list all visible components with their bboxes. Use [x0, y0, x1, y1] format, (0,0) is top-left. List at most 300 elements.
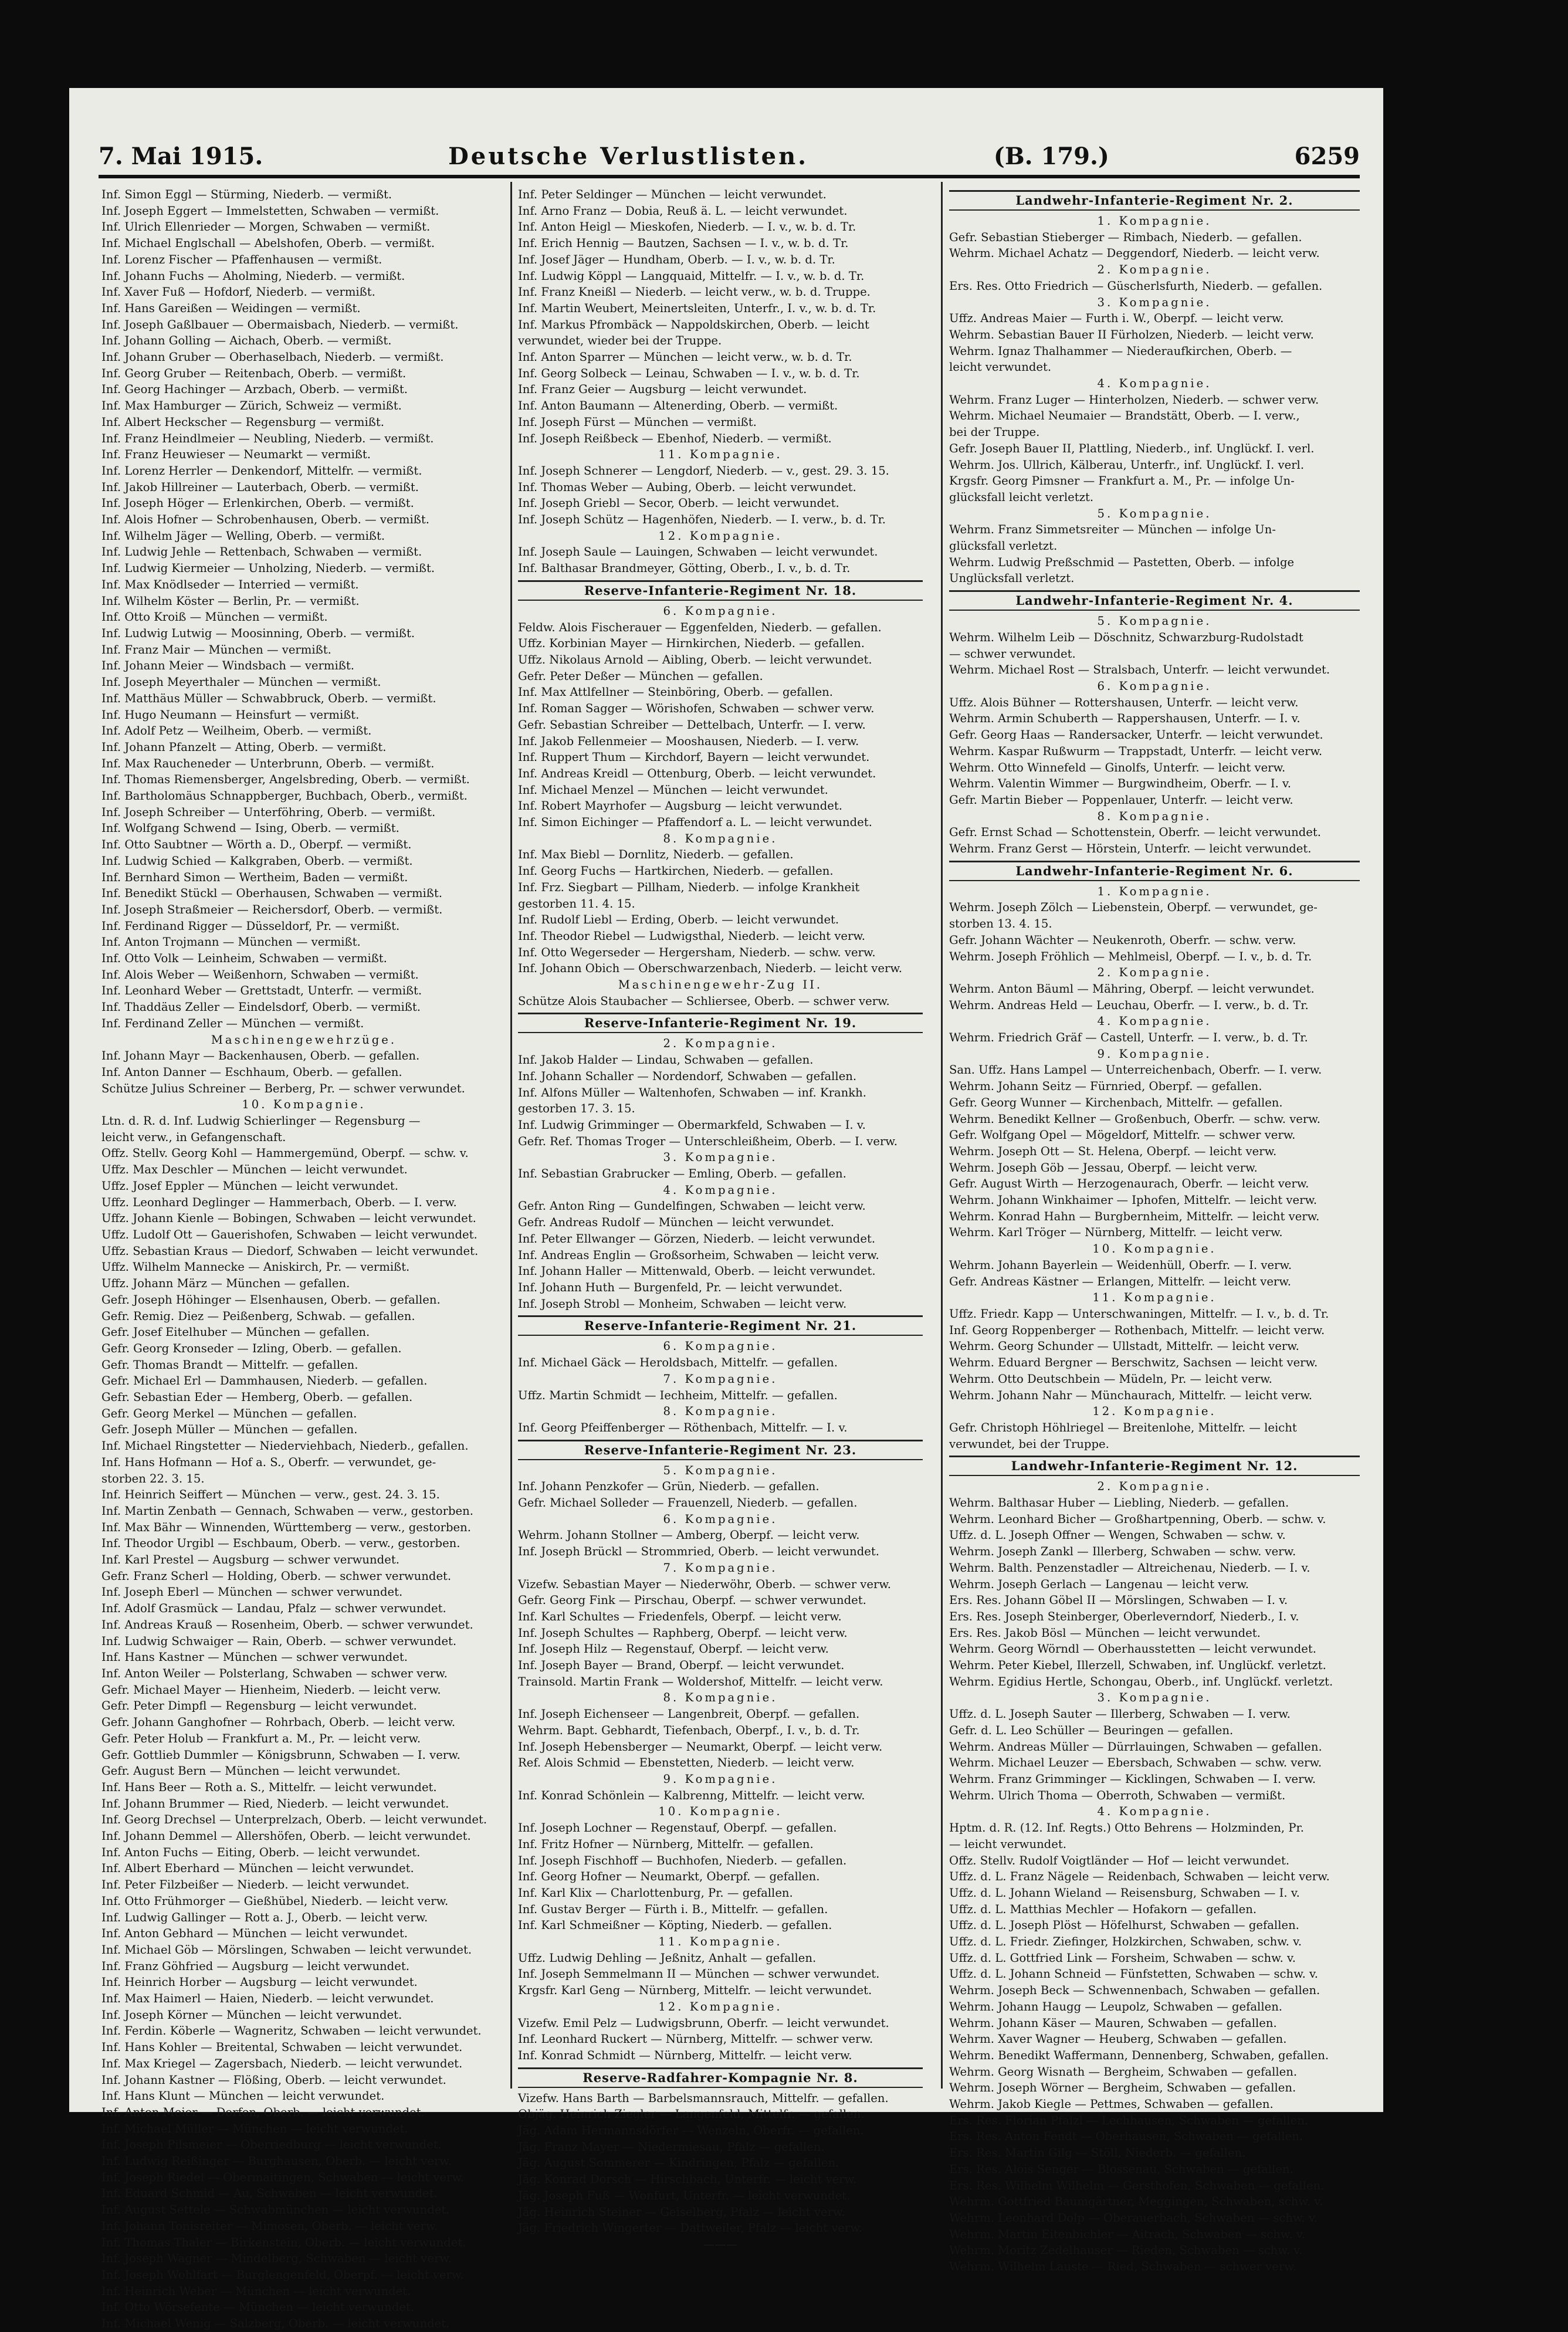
casualty-entry: Schütze Julius Schreiner — Berberg, Pr. — schwer verwundet.: [101, 1081, 465, 1095]
casualty-entry: Inf. Hans Kohler — Breitental, Schwaben — leicht verwundet.: [101, 2040, 463, 2055]
casualty-entry: Inf. Johann Penzkofer — Grün, Niederb. — gefallen.: [518, 1480, 819, 1494]
casualty-entry: Gefr. Georg Fink — Pirschau, Oberpf. — schwer verwundet.: [518, 1593, 866, 1607]
casualty-entry: Gefr. Sebastian Eder — Hemberg, Oberb. — gefallen.: [101, 1390, 413, 1404]
regiment-heading: Landwehr-Infanterie-Regiment Nr. 2.: [949, 190, 1360, 211]
casualty-entry: glücksfall verletzt.: [949, 539, 1058, 553]
casualty-entry: Wehrm. Martin Eitenbichler — Aitrach, Schwaben — schw. v.: [949, 2227, 1305, 2241]
casualty-entry: Wehrm. Johann Seitz — Fürnried, Oberpf. — gefallen.: [949, 1079, 1262, 1094]
casualty-entry: Inf. Johann Brummer — Ried, Niederb. — leicht verwundet.: [101, 1796, 449, 1810]
casualty-entry: Ers. Res. Joseph Steinberger, Oberleverndorf, Niederb., I. v.: [949, 1609, 1299, 1623]
casualty-entry: Inf. Michael Göb — Mörslingen, Schwaben — leicht verwundet.: [101, 1942, 472, 1957]
casualty-entry: Inf. Max Biebl — Dornlitz, Niederb. — gefallen.: [518, 848, 794, 862]
casualty-entry: Inf. Joseph Schnerer — Lengdorf, Niederb. — v., gest. 29. 3. 15.: [518, 463, 889, 478]
publication-title: Deutsche Verlustlisten.: [448, 143, 809, 170]
casualty-entry: Vizefw. Emil Pelz — Ludwigsbrunn, Oberfr. — leicht verwundet.: [518, 2016, 889, 2030]
casualty-entry: Wehrm. Georg Wörndl — Oberhausstetten — leicht verwundet.: [949, 1642, 1316, 1656]
casualty-entry: Wehrm. Benedikt Waffermann, Dennenberg, Schwaben, gefallen.: [949, 2048, 1329, 2062]
casualty-entry: Inf. Albert Heckscher — Regensburg — vermißt.: [101, 415, 384, 429]
casualty-entry: Inf. Max Hamburger — Zürich, Schweiz — vermißt.: [101, 399, 402, 413]
casualty-entry: Objäg. Heinrich Ziegler — Langenfeld, Mittelfr. — gefallen.: [518, 2107, 865, 2121]
casualty-entry: Inf. Anton Meier — Dorfen, Oberb. — leicht verwundet.: [101, 2105, 425, 2119]
casualty-entry: Wehrm. Johann Bayerlein — Weidenhüll, Oberfr. — I. verw.: [949, 1258, 1292, 1272]
issue-date: 7. Mai 1915.: [99, 143, 263, 170]
section-heading: 5. Kompagnie.: [663, 1463, 778, 1477]
casualty-entry: leicht verw., in Gefangenschaft.: [101, 1130, 286, 1144]
casualty-entry: Wehrm. Xaver Wagner — Heuberg, Schwaben — gefallen.: [949, 2032, 1287, 2046]
casualty-entry: Gefr. Ref. Thomas Troger — Unterschleißheim, Oberb. — I. verw.: [518, 1134, 898, 1148]
casualty-entry: Offz. Stellv. Georg Kohl — Hammergemünd, Oberpf. — schw. v.: [101, 1146, 469, 1160]
section-heading: 3. Kompagnie.: [1097, 295, 1212, 309]
casualty-entry: Wehrm. Otto Winnefeld — Ginolfs, Unterfr. — leicht verw.: [949, 760, 1286, 774]
casualty-entry: Inf. Wilhelm Jäger — Welling, Oberb. — vermißt.: [101, 529, 385, 543]
casualty-entry: Inf. Otto Wörsefente — München — leicht verwundet.: [101, 2300, 415, 2314]
casualty-entry: Wehrm. Franz Grimminger — Kicklingen, Schwaben — I. verw.: [949, 1772, 1316, 1786]
casualty-entry: Inf. Ludwig Schied — Kalkgraben, Oberb. — vermißt.: [101, 854, 413, 868]
casualty-entry: Uffz. d. L. Matthias Mechler — Hofakorn — gefallen.: [949, 1902, 1257, 1916]
casualty-entry: Inf. Michael Englschall — Abelshofen, Oberb. — vermißt.: [101, 236, 435, 251]
section-heading: 5. Kompagnie.: [1097, 506, 1212, 520]
casualty-entry: Inf. Anton Trojmann — München — vermißt.: [101, 935, 361, 949]
casualty-entry: Inf. Otto Saubtner — Wörth a. D., Oberpf. — vermißt.: [101, 838, 412, 852]
casualty-entry: Gefr. Georg Merkel — München — gefallen.: [101, 1406, 357, 1420]
casualty-entry: Wehrm. Johann Käser — Mauren, Schwaben — gefallen.: [949, 2016, 1277, 2030]
casualty-entry: Gefr. Joseph Bauer II, Plattling, Niederb., inf. Unglückf. I. verl.: [949, 441, 1315, 455]
page-number: 6259: [1294, 143, 1360, 170]
section-heading: 8. Kompagnie.: [663, 1404, 778, 1419]
casualty-entry: Inf. Bernhard Simon — Wertheim, Baden — vermißt.: [101, 870, 408, 884]
casualty-entry: Inf. Johann Huth — Burgenfeld, Pr. — leicht verwundet.: [518, 1281, 843, 1294]
casualty-entry: Inf. Joseph Eberl — München — schwer verwundet.: [101, 1585, 403, 1599]
casualty-entry: Gefr. Georg Kronseder — Izling, Oberb. — gefallen.: [101, 1341, 402, 1355]
section-heading: Maschinengewehr-Zug II.: [618, 978, 823, 992]
casualty-entry: Wehrm. Joseph Zölch — Liebenstein, Oberpf. — verwundet, ge-: [949, 901, 1318, 915]
casualty-entry: Inf. August Settele — Schwabmünchen — leicht verwundet.: [101, 2203, 450, 2217]
casualty-entry: Inf. Adolf Petz — Weilheim, Oberb. — vermißt.: [101, 724, 372, 738]
casualty-entry: Uffz. Leonhard Deglinger — Hammerbach, Oberb. — I. verw.: [101, 1195, 457, 1209]
casualty-entry: Uffz. Andreas Maier — Furth i. W., Oberpf. — leicht verw.: [949, 312, 1284, 326]
casualty-entry: Gefr. Ernst Schad — Schottenstein, Oberfr. — leicht verwundet.: [949, 825, 1321, 840]
casualty-entry: Inf. Max Kriegel — Zagersbach, Niederb. — leicht verwundet.: [101, 2056, 463, 2070]
casualty-entry: Inf. Simon Eichinger — Pfaffendorf a. L. — leicht verwundet.: [518, 815, 872, 830]
casualty-entry: Wehrm. Benedikt Kellner — Großenbuch, Oberfr. — schw. verw.: [949, 1112, 1320, 1126]
casualty-entry: Inf. Johann Pfanzelt — Atting, Oberb. — vermißt.: [101, 740, 387, 754]
casualty-entry: Inf. Thaddäus Zeller — Eindelsdorf, Oberb. — vermißt.: [101, 1000, 421, 1014]
section-heading: 9. Kompagnie.: [663, 1772, 778, 1786]
casualty-entry: Inf. Otto Kroiß — München — vermißt.: [101, 610, 328, 624]
section-heading: 2. Kompagnie.: [663, 1037, 778, 1051]
regiment-heading: Reserve-Infanterie-Regiment Nr. 18.: [518, 580, 923, 601]
casualty-entry: Wehrm. Joseph Gerlach — Langenau — leicht verw.: [949, 1577, 1249, 1591]
casualty-entry: Trainsold. Martin Frank — Woldershof, Mittelfr. — leicht verw.: [518, 1674, 883, 1688]
casualty-entry: Inf. Michael Wenig — Salzberg, Oberb. — leicht verwundet.: [101, 2317, 450, 2331]
casualty-entry: Inf. Karl Klix — Charlottenburg, Pr. — gefallen.: [518, 1886, 793, 1900]
casualty-entry: Inf. Ruppert Thum — Kirchdorf, Bayern — leicht verwundet.: [518, 750, 870, 764]
casualty-entry: Inf. Peter Seldinger — München — leicht verwundet.: [518, 188, 827, 201]
casualty-entry: Wehrm. Joseph Zankl — Illerberg, Schwaben — schw. verw.: [949, 1545, 1296, 1559]
casualty-entry: Inf. Michael Gäck — Heroldsbach, Mittelfr. — gefallen.: [518, 1356, 838, 1370]
casualty-entry: Jäg. Friedrich Wingerter — Dattweiler, Pfalz — leicht verw.: [518, 2221, 863, 2235]
casualty-entry: Wehrm. Joseph Wörner — Bergheim, Schwaben — gefallen.: [949, 2081, 1296, 2095]
casualty-entry: Gefr. Andreas Kästner — Erlangen, Mittelfr. — leicht verw.: [949, 1274, 1291, 1288]
casualty-entry: Wehrm. Joseph Ott — St. Helena, Oberpf. — leicht verw.: [949, 1144, 1277, 1158]
casualty-entry: Wehrm. Sebastian Bauer II Fürholzen, Niederb. — leicht verw.: [949, 327, 1314, 341]
casualty-entry: Gefr. Martin Bieber — Poppenlauer, Unterfr. — leicht verw.: [949, 793, 1293, 807]
section-heading: 6. Kompagnie.: [1097, 679, 1212, 693]
casualty-entry: Inf. Peter Ellwanger — Görzen, Niederb. — leicht verwundet.: [518, 1231, 876, 1245]
casualty-entry: Gefr. Andreas Rudolf — München — leicht verwundet.: [518, 1216, 834, 1230]
casualty-entry: Wehrm. Ignaz Thalhammer — Niederaufkirchen, Oberb. —: [949, 344, 1292, 358]
casualty-entry: Inf. Anton Sparrer — München — leicht verw., w. b. d. Tr.: [518, 350, 852, 364]
casualty-entry: Wehrm. Joseph Göb — Jessau, Oberpf. — leicht verw.: [949, 1160, 1258, 1175]
casualty-entry: Wehrm. Bapt. Gebhardt, Tiefenbach, Oberpf., I. v., b. d. Tr.: [518, 1723, 860, 1737]
casualty-entry: Feldw. Alois Fischerauer — Eggenfelden, Niederb. — gefallen.: [518, 620, 882, 634]
casualty-entry: Uffz. Wilhelm Mannecke — Aniskirch, Pr. — vermißt.: [101, 1260, 410, 1274]
casualty-entry: bei der Truppe.: [949, 425, 1040, 439]
casualty-entry: Inf. Joseph Riedel — Obermaitingen, Schwaben — leicht verw.: [101, 2170, 465, 2184]
casualty-entry: Inf. Konrad Schmidt — Nürnberg, Mittelfr. — leicht verw.: [518, 2048, 852, 2062]
casualty-entry: Inf. Georg Pfeiffenberger — Röthenbach, Mittelfr. — I. v.: [518, 1420, 848, 1434]
casualty-entry: Inf. Max Haimerl — Haien, Niederb. — leicht verwundet.: [101, 1992, 434, 2006]
casualty-entry: Inf. Leonhard Ruckert — Nürnberg, Mittelfr. — schwer verw.: [518, 2032, 873, 2046]
casualty-entry: Inf. Georg Solbeck — Leinau, Schwaben — I. v., w. b. d. Tr.: [518, 366, 860, 380]
casualty-entry: Wehrm. Otto Deutschbein — Müdeln, Pr. — leicht verw.: [949, 1372, 1272, 1386]
casualty-entry: Inf. Johann Haller — Mittenwald, Oberb. — leicht verwundet.: [518, 1264, 876, 1278]
section-heading: 4. Kompagnie.: [663, 1183, 778, 1197]
casualty-entry: Inf. Andreas Krauß — Rosenheim, Oberb. — schwer verwundet.: [101, 1617, 473, 1632]
section-heading: 8. Kompagnie.: [1097, 809, 1212, 823]
section-heading: 8. Kompagnie.: [663, 1691, 778, 1705]
casualty-entry: Inf. Otto Volk — Leinheim, Schwaben — vermißt.: [101, 952, 387, 966]
casualty-entry: Gefr. Michael Erl — Dammhausen, Niederb. — gefallen.: [101, 1374, 428, 1388]
casualty-entry: Inf. Franz Mair — München — vermißt.: [101, 642, 331, 656]
casualty-entry: Wehrm. Andreas Held — Leuchau, Oberfr. — I. verw., b. d. Tr.: [949, 998, 1309, 1012]
casualty-entry: Inf. Franz Geier — Augsburg — leicht verwundet.: [518, 383, 807, 397]
casualty-entry: Offz. Stellv. Rudolf Voigtländer — Hof — leicht verwundet.: [949, 1853, 1290, 1867]
casualty-entry: Inf. Joseph Eggert — Immelstetten, Schwaben — vermißt.: [101, 204, 439, 218]
casualty-entry: Inf. Georg Hachinger — Arzbach, Oberb. — vermißt.: [101, 383, 408, 397]
casualty-entry: Inf. Johann Fuchs — Aholming, Niederb. — vermißt.: [101, 269, 405, 283]
casualty-entry: Uffz. Martin Schmidt — Iechheim, Mittelfr. — gefallen.: [518, 1388, 838, 1402]
section-heading: 10. Kompagnie.: [242, 1098, 366, 1112]
casualty-entry: Schütze Alois Staubacher — Schliersee, Oberb. — schwer verw.: [518, 994, 890, 1008]
casualty-entry: Inf. Hans Gareißen — Weidingen — vermißt.: [101, 301, 361, 315]
casualty-entry: Inf. Ludwig Schwaiger — Rain, Oberb. — schwer verwundet.: [101, 1634, 457, 1648]
casualty-entry: Wehrm. Georg Schunder — Ullstadt, Mittelfr. — leicht verw.: [949, 1339, 1299, 1353]
casualty-entry: Inf. Ludwig Jehle — Rettenbach, Schwaben — vermißt.: [101, 545, 422, 559]
casualty-entry: Vizefw. Sebastian Mayer — Niederwöhr, Oberb. — schwer verw.: [518, 1577, 892, 1591]
casualty-entry: Inf. Albert Eberhard — München — leicht verwundet.: [101, 1861, 414, 1876]
casualty-entry: Inf. Ludwig Lutwig — Moosinning, Oberb. — vermißt.: [101, 626, 415, 640]
casualty-entry: Inf. Ludwig Köppl — Langquaid, Mittelfr. — I. v., w. b. d. Tr.: [518, 269, 865, 283]
casualty-entry: Inf. Joseph Straßmeier — Reichersdorf, Oberb. — vermißt.: [101, 902, 443, 916]
casualty-entry: Inf. Sebastian Grabrucker — Emling, Oberb. — gefallen.: [518, 1167, 846, 1181]
casualty-entry: Wehrm. Konrad Hahn — Burgbernheim, Mittelfr. — leicht verw.: [949, 1209, 1320, 1223]
section-heading: 2. Kompagnie.: [1097, 263, 1212, 277]
end-rule: ———: [703, 2237, 738, 2251]
casualty-entry: Gefr. Anton Ring — Gundelfingen, Schwaben — leicht verw.: [518, 1199, 866, 1213]
regiment-heading: Landwehr-Infanterie-Regiment Nr. 12.: [949, 1456, 1360, 1476]
casualty-entry: Inf. Anton Baumann — Altenerding, Oberb. — vermißt.: [518, 399, 838, 413]
section-heading: 1. Kompagnie.: [1097, 884, 1212, 898]
casualty-entry: Wehrm. Jakob Kiegle — Pettmes, Schwaben — gefallen.: [949, 2097, 1274, 2111]
casualty-entry: Inf. Xaver Fuß — Hofdorf, Niederb. — vermißt.: [101, 285, 375, 299]
casualty-entry: Jäg. August Sommerer — Kindringen, Pfalz — gefallen.: [518, 2156, 839, 2170]
casualty-entry: Gefr. Christoph Höhlriegel — Breitenlohe, Mittelfr. — leicht: [949, 1420, 1297, 1434]
casualty-entry: Inf. Jakob Halder — Lindau, Schwaben — gefallen.: [518, 1053, 814, 1067]
casualty-entry: Inf. Alois Hofner — Schrobenhausen, Oberb. — vermißt.: [101, 513, 429, 527]
casualty-entry: gestorben 17. 3. 15.: [518, 1102, 635, 1116]
casualty-entry: Inf. Wolfgang Schwend — Ising, Oberb. — vermißt.: [101, 821, 399, 835]
casualty-entry: Inf. Joseph Pilsmeier — Oberriedburg — leicht verwundet.: [101, 2138, 442, 2152]
casualty-entry: Inf. Joseph Bayer — Brand, Oberpf. — leicht verwundet.: [518, 1659, 845, 1673]
casualty-entry: Gefr. Michael Solleder — Frauenzell, Niederb. — gefallen.: [518, 1496, 858, 1510]
casualty-entry: Ltn. d. R. d. Inf. Ludwig Schierlinger — Regensburg —: [101, 1114, 421, 1128]
casualty-entry: Inf. Otto Frühmorger — Gießhübel, Niederb. — leicht verw.: [101, 1894, 449, 1908]
casualty-entry: Inf. Joseph Schütz — Hagenhöfen, Niederb. — I. verw., b. d. Tr.: [518, 513, 886, 527]
casualty-entry: Ref. Alois Schmid — Ebenstetten, Niederb. — leicht verw.: [518, 1756, 855, 1770]
casualty-entry: Inf. Johann Obich — Oberschwarzenbach, Niederb. — leicht verw.: [518, 962, 903, 976]
regiment-heading: Landwehr-Infanterie-Regiment Nr. 4.: [949, 590, 1360, 611]
casualty-entry: Inf. Heinrich Seiffert — München — verw., gest. 24. 3. 15.: [101, 1488, 440, 1502]
section-heading: 2. Kompagnie.: [1097, 966, 1212, 980]
casualty-entry: Inf. Joseph Wagner — Mindelberg, Schwaben — leicht verw.: [101, 2252, 452, 2266]
casualty-entry: Inf. Theodor Riebel — Ludwigsthal, Niederb. — leicht verw.: [518, 929, 866, 943]
casualty-entry: Inf. Wilhelm Köster — Berlin, Pr. — vermißt.: [101, 594, 360, 608]
casualty-entry: Wehrm. Joseph Fröhlich — Mehlmeisl, Oberpf. — I. v., b. d. Tr.: [949, 949, 1312, 963]
casualty-entry: Uffz. Johann März — München — gefallen.: [101, 1277, 350, 1291]
casualty-entry: Uffz. Korbinian Mayer — Hirnkirchen, Niederb. — gefallen.: [518, 637, 865, 651]
casualty-entry: — schwer verwundet.: [949, 647, 1076, 661]
column-left: [101, 187, 506, 2331]
casualty-entry: Wehrm. Wilhelm Lauste — Ried, Schwaben — schwer verw.: [949, 2260, 1296, 2274]
casualty-entry: Wehrm. Leonhard Bicher — Großhartpenning, Oberb. — schw. v.: [949, 1512, 1326, 1526]
casualty-entry: Inf. Alois Weber — Weißenhorn, Schwaben — vermißt.: [101, 967, 419, 981]
casualty-entry: Wehrm. Friedrich Gräf — Castell, Unterfr. — I. verw., b. d. Tr.: [949, 1031, 1308, 1045]
casualty-entry: glücksfall leicht verletzt.: [949, 490, 1094, 504]
casualty-entry: Uffz. Ludwig Dehling — Jeßnitz, Anhalt — gefallen.: [518, 1951, 817, 1965]
casualty-entry: Inf. Peter Filzbeißer — Niederb. — leicht verwundet.: [101, 1878, 409, 1892]
casualty-entry: Uffz. d. L. Joseph Plöst — Höfelhurst, Schwaben — gefallen.: [949, 1918, 1299, 1932]
casualty-entry: Inf. Anton Gebhard — München — leicht verwundet.: [101, 1927, 408, 1941]
casualty-entry: Inf. Martin Zenbath — Gennach, Schwaben — verw., gestorben.: [101, 1504, 473, 1518]
casualty-entry: Inf. Johann Tonisreiter — Mimosen, Oberb. — leicht verw.: [101, 2219, 438, 2233]
casualty-entry: Wehrm. Valentin Wimmer — Burgwindheim, Oberfr. — I. v.: [949, 777, 1292, 791]
casualty-entry: Gefr. Peter Deßer — München — gefallen.: [518, 669, 763, 683]
casualty-entry: Wehrm. Michael Achatz — Deggendorf, Niederb. — leicht verw.: [949, 246, 1320, 260]
regiment-heading: Reserve-Infanterie-Regiment Nr. 21.: [518, 1315, 923, 1336]
casualty-entry: Inf. Konrad Schönlein — Kalbrenng, Mittelfr. — leicht verw.: [518, 1788, 865, 1802]
casualty-entry: Jäg. Adam Hermannsdörfer — Wenzeln, Oberfr. — gefallen.: [518, 2124, 864, 2138]
casualty-entry: Wehrm. Ulrich Thoma — Oberroth, Schwaben — vermißt.: [949, 1788, 1286, 1802]
casualty-entry: Inf. Georg Fuchs — Hartkirchen, Niederb. — gefallen.: [518, 864, 834, 878]
casualty-entry: Wehrm. Balth. Penzenstadler — Altreichenau, Niederb. — I. v.: [949, 1561, 1310, 1575]
section-heading: 4. Kompagnie.: [1097, 377, 1212, 391]
casualty-entry: Inf. Lorenz Fischer — Pfaffenhausen — vermißt.: [101, 252, 382, 266]
casualty-entry: Krgsfr. Georg Pimsner — Frankfurt a. M., Pr. — infolge Un-: [949, 474, 1295, 488]
casualty-entry: Uffz. Josef Eppler — München — leicht verwundet.: [101, 1179, 398, 1193]
section-heading: 10. Kompagnie.: [658, 1805, 783, 1819]
casualty-entry: Inf. Ferdinand Zeller — München — vermißt.: [101, 1016, 364, 1030]
page-header: [99, 129, 1360, 170]
casualty-entry: Inf. Arno Franz — Dobia, Reuß ä. L. — leicht verwundet.: [518, 204, 848, 218]
regiment-heading: Reserve-Radfahrer-Kompagnie Nr. 8.: [518, 2067, 923, 2088]
casualty-entry: Inf. Joseph Saule — Lauingen, Schwaben — leicht verwundet.: [518, 545, 878, 559]
casualty-entry: Gefr. August Wirth — Herzogenaurach, Oberfr. — leicht verw.: [949, 1177, 1309, 1191]
casualty-entry: Inf. Lorenz Herrler — Denkendorf, Mittelfr. — vermißt.: [101, 463, 422, 478]
casualty-entry: Inf. Ludwig Grimminger — Obermarkfeld, Schwaben — I. v.: [518, 1118, 866, 1132]
casualty-entry: Inf. Rudolf Liebl — Erding, Oberb. — leicht verwundet.: [518, 913, 839, 927]
casualty-entry: Inf. Frz. Siegbart — Pillham, Niederb. — infolge Krankheit: [518, 880, 860, 894]
casualty-entry: Inf. Joseph Reißbeck — Ebenhof, Niederb. — vermißt.: [518, 431, 832, 445]
section-heading: 12. Kompagnie.: [658, 529, 783, 543]
casualty-entry: Inf. Joseph Strobl — Monheim, Schwaben — leicht verw.: [518, 1297, 847, 1311]
casualty-entry: Gefr. Gottlieb Dummler — Königsbrunn, Schwaben — I. verw.: [101, 1748, 460, 1762]
casualty-entry: Ers. Res. Florian Pfalzl — Lechhausen, Schwaben — gefallen.: [949, 2113, 1309, 2127]
casualty-entry: Hptm. d. R. (12. Inf. Regts.) Otto Behrens — Holzminden, Pr.: [949, 1821, 1304, 1835]
casualty-entry: Inf. Otto Wegerseder — Hergersham, Niederb. — schw. verw.: [518, 945, 876, 959]
casualty-entry: Gefr. Wolfgang Opel — Mögeldorf, Mittelfr. — schwer verw.: [949, 1128, 1296, 1142]
casualty-entry: Inf. Max Raucheneder — Unterbrunn, Oberb. — vermißt.: [101, 756, 435, 770]
section-heading: 3. Kompagnie.: [1097, 1691, 1212, 1705]
casualty-entry: Wehrm. Peter Kiebel, Illerzell, Schwaben, inf. Unglückf. verletzt.: [949, 1659, 1326, 1673]
casualty-entry: Inf. Joseph Griebl — Secor, Oberb. — leicht verwundet.: [518, 496, 839, 510]
casualty-entry: Jäg. Konrad Dorsch — Hirschbach, Unterfr. — leicht verw.: [518, 2172, 857, 2187]
casualty-entry: Inf. Joseph Brückl — Strommried, Oberb. — leicht verwundet.: [518, 1545, 879, 1559]
casualty-entry: Uffz. Ludolf Ott — Gauerishofen, Schwaben — leicht verwundet.: [101, 1228, 477, 1241]
regiment-heading: Reserve-Infanterie-Regiment Nr. 19.: [518, 1013, 923, 1033]
casualty-entry: Wehrm. Gottfried Baumgärtner, Meggingen, Schwaben, schw. v.: [949, 2195, 1323, 2209]
casualty-entry: Inf. Johann Gruber — Oberhaselbach, Niederb. — vermißt.: [101, 350, 444, 364]
casualty-entry: Inf. Michael Ringstetter — Niederviehbach, Niederb., gefallen.: [101, 1439, 469, 1453]
casualty-entry: Inf. Anton Heigl — Mieskofen, Niederb. — I. v., w. b. d. Tr.: [518, 220, 856, 234]
section-heading: 8. Kompagnie.: [663, 831, 778, 845]
casualty-entry: Wehrm. Karl Tröger — Nürnberg, Mittelfr. — leicht verw.: [949, 1226, 1283, 1240]
casualty-entry: Inf. Johann Mayr — Backenhausen, Oberb. — gefallen.: [101, 1049, 420, 1063]
casualty-entry: Uffz. d. L. Joseph Sauter — Illerberg, Schwaben — I. verw.: [949, 1707, 1291, 1721]
section-heading: 10. Kompagnie.: [1092, 1242, 1217, 1256]
casualty-entry: leicht verwundet.: [949, 360, 1052, 374]
section-heading: 3. Kompagnie.: [663, 1150, 778, 1165]
casualty-entry: Uffz. d. L. Johann Schneid — Fünfstetten, Schwaben — schw. v.: [949, 1967, 1319, 1981]
section-heading: 11. Kompagnie.: [658, 1935, 783, 1949]
casualty-entry: Inf. Alfons Müller — Waltenhofen, Schwaben — inf. Krankh.: [518, 1085, 866, 1099]
casualty-entry: Uffz. d. L. Friedr. Ziefinger, Holzkirchen, Schwaben, schw. v.: [949, 1935, 1302, 1949]
casualty-entry: Inf. Max Knödlseder — Interried — vermißt.: [101, 577, 359, 591]
casualty-entry: Inf. Joseph Fürst — München — vermißt.: [518, 415, 757, 429]
casualty-entry: Inf. Anton Danner — Eschhaum, Oberb. — gefallen.: [101, 1065, 402, 1079]
casualty-entry: Ers. Res. Johann Göbel II — Mörslingen, Schwaben — I. v.: [949, 1593, 1288, 1607]
casualty-entry: Wehrm. Franz Simmetsreiter — München — infolge Un-: [949, 523, 1276, 537]
casualty-entry: Uffz. d. L. Franz Nägele — Reidenbach, Schwaben — leicht verw.: [949, 1870, 1330, 1884]
section-heading: 1. Kompagnie.: [1097, 214, 1212, 228]
casualty-entry: Inf. Ulrich Ellenrieder — Morgen, Schwaben — vermißt.: [101, 220, 431, 234]
casualty-entry: Wehrm. Kaspar Rußwurm — Trappstadt, Unterfr. — leicht verw.: [949, 744, 1323, 758]
casualty-entry: Inf. Ludwig Kiermeier — Unholzing, Niederb. — vermißt.: [101, 561, 435, 576]
column-right: [949, 187, 1360, 2274]
section-heading: 11. Kompagnie.: [658, 448, 783, 462]
section-heading: 6. Kompagnie.: [663, 1339, 778, 1353]
casualty-entry: Inf. Balthasar Brandmeyer, Götting, Oberb., I. v., b. d. Tr.: [518, 561, 851, 576]
casualty-entry: Inf. Joseph Fischhoff — Buchhofen, Niederb. — gefallen.: [518, 1853, 847, 1867]
casualty-entry: Vizefw. Hans Barth — Barbelsmannsrauch, Mittelfr. — gefallen.: [518, 2091, 889, 2105]
casualty-entry: San. Uffz. Hans Lampel — Unterreichenbach, Oberfr. — I. verw.: [949, 1063, 1322, 1077]
casualty-entry: Inf. Ferdin. Köberle — Wagneritz, Schwaben — leicht verwundet.: [101, 2024, 482, 2038]
casualty-entry: Gefr. Sebastian Stieberger — Rimbach, Niederb. — gefallen.: [949, 230, 1302, 244]
casualty-entry: Inf. Georg Roppenberger — Rothenbach, Mittelfr. — leicht verw.: [949, 1323, 1325, 1337]
casualty-entry: verwundet, bei der Truppe.: [949, 1437, 1109, 1451]
casualty-entry: Inf. Joseph Höger — Erlenkirchen, Oberb. — vermißt.: [101, 496, 414, 510]
casualty-entry: Gefr. Georg Wunner — Kirchenbach, Mittelfr. — gefallen.: [949, 1095, 1283, 1109]
casualty-entry: Ers. Res. Otto Friedrich — Güscherlsfurth, Niederb. — gefallen.: [949, 279, 1323, 293]
section-heading: 12. Kompagnie.: [1092, 1404, 1217, 1419]
casualty-entry: Ers. Res. Alois Senger — Blossenau, Schwaben — gefallen.: [949, 2162, 1293, 2176]
section-heading: 5. Kompagnie.: [1097, 614, 1212, 628]
casualty-entry: Gefr. Joseph Höhinger — Elsenhausen, Oberb. — gefallen.: [101, 1292, 441, 1307]
casualty-entry: Inf. Johann Demmel — Allershöfen, Oberb. — leicht verwundet.: [101, 1829, 471, 1843]
casualty-entry: Inf. Karl Prestel — Augsburg — schwer verwundet.: [101, 1553, 399, 1567]
casualty-entry: Inf. Andreas Kreidl — Ottenburg, Oberb. — leicht verwundet.: [518, 766, 876, 780]
casualty-entry: Gefr. Johann Ganghofner — Rohrbach, Oberb. — leicht verw.: [101, 1715, 456, 1729]
casualty-entry: Wehrm. Franz Luger — Hinterholzen, Niederb. — schwer verw.: [949, 392, 1319, 407]
casualty-entry: Gefr. Michael Mayer — Hienheim, Niederb. — leicht verw.: [101, 1683, 441, 1697]
casualty-entry: Ers. Res. Jakob Bösl — München — leicht verwundet.: [949, 1626, 1261, 1640]
section-heading: 2. Kompagnie.: [1097, 1480, 1212, 1494]
casualty-entry: — leicht verwundet.: [949, 1837, 1066, 1851]
casualty-entry: Inf. Michael Menzel — München — leicht verwundet.: [518, 783, 828, 797]
casualty-entry: Wehrm. Balthasar Huber — Liebling, Niederb. — gefallen.: [949, 1496, 1289, 1510]
casualty-entry: Wehrm. Moritz Zedelhauser — Rieden, Schwaben — schw. v.: [949, 2243, 1303, 2257]
casualty-entry: Inf. Anton Fuchs — Eiting, Oberb. — leicht verwundet.: [101, 1845, 421, 1859]
section-heading: 4. Kompagnie.: [1097, 1805, 1212, 1819]
section-heading: 7. Kompagnie.: [663, 1372, 778, 1386]
casualty-entry: Inf. Johann Golling — Aichach, Oberb. — vermißt.: [101, 334, 392, 348]
casualty-entry: Gefr. Remig. Diez — Peißenberg, Schwab. — gefallen.: [101, 1309, 415, 1323]
column-middle: [518, 187, 923, 2251]
casualty-entry: Wehrm. Jos. Ullrich, Kälberau, Unterfr., inf. Unglückf. I. verl.: [949, 458, 1305, 472]
casualty-entry: Inf. Simon Eggl — Stürming, Niederb. — vermißt.: [101, 188, 392, 201]
casualty-entry: Inf. Joseph Schultes — Raphberg, Oberpf. — leicht verw.: [518, 1626, 848, 1640]
casualty-entry: Wehrm. Johann Stollner — Amberg, Oberpf. — leicht verw.: [518, 1528, 860, 1542]
casualty-entry: gestorben 11. 4. 15.: [518, 896, 635, 911]
casualty-entry: Inf. Anton Weiler — Polsterlang, Schwaben — schwer verw.: [101, 1666, 448, 1680]
column-divider: [941, 182, 943, 2089]
casualty-entry: Inf. Benedikt Stückl — Oberhausen, Schwaben — vermißt.: [101, 886, 443, 901]
casualty-entry: Gefr. Joseph Müller — München — gefallen.: [101, 1423, 358, 1437]
section-heading: 4. Kompagnie.: [1097, 1014, 1212, 1028]
casualty-entry: Gefr. August Bern — München — leicht verwundet.: [101, 1764, 401, 1778]
casualty-entry: Inf. Thomas Weber — Aubing, Oberb. — leicht verwundet.: [518, 480, 856, 494]
regiment-heading: Reserve-Infanterie-Regiment Nr. 23.: [518, 1440, 923, 1460]
casualty-entry: Krgsfr. Karl Geng — Nürnberg, Mittelfr. — leicht verwundet.: [518, 1984, 872, 1998]
casualty-entry: Inf. Bartholomäus Schnappberger, Buchbach, Oberb., vermißt.: [101, 789, 468, 803]
casualty-entry: Wehrm. Michael Neumaier — Brandstätt, Oberb. — I. verw.,: [949, 409, 1300, 423]
casualty-entry: Uffz. Sebastian Kraus — Diedorf, Schwaben — leicht verwundet.: [101, 1244, 479, 1258]
section-heading: 12. Kompagnie.: [658, 1999, 783, 2013]
section-heading: 7. Kompagnie.: [663, 1561, 778, 1575]
casualty-entry: Inf. Theodor Urgibl — Eschbaum, Oberb. — verw., gestorben.: [101, 1536, 460, 1551]
casualty-entry: Inf. Joseph Schreiber — Unterföhring, Oberb. — vermißt.: [101, 805, 436, 819]
casualty-entry: Uffz. d. L. Joseph Offner — Wengen, Schwaben — schw. v.: [949, 1528, 1286, 1542]
section-heading: Maschinengewehrzüge.: [211, 1033, 397, 1047]
casualty-entry: Inf. Joseph Meyerthaler — München — vermißt.: [101, 675, 381, 689]
casualty-entry: Uffz. Nikolaus Arnold — Aibling, Oberb. — leicht verwundet.: [518, 652, 872, 666]
casualty-entry: Inf. Franz Heindlmeier — Neubling, Niederb. — vermißt.: [101, 431, 434, 445]
casualty-entry: Jäg. Heinrich Steiner — Geiselberg, Pfalz — leicht verw.: [518, 2205, 845, 2219]
casualty-entry: Inf. Thomas Thaler — Birkenstein, Oberb. — leicht verwundet.: [101, 2235, 466, 2249]
casualty-entry: Inf. Joseph Lochner — Regenstauf, Oberpf. — gefallen.: [518, 1821, 837, 1835]
casualty-entry: Inf. Hans Beer — Roth a. S., Mittelfr. — leicht verwundet.: [101, 1780, 437, 1794]
casualty-entry: Inf. Leonhard Weber — Grettstadt, Unterfr. — vermißt.: [101, 984, 422, 998]
